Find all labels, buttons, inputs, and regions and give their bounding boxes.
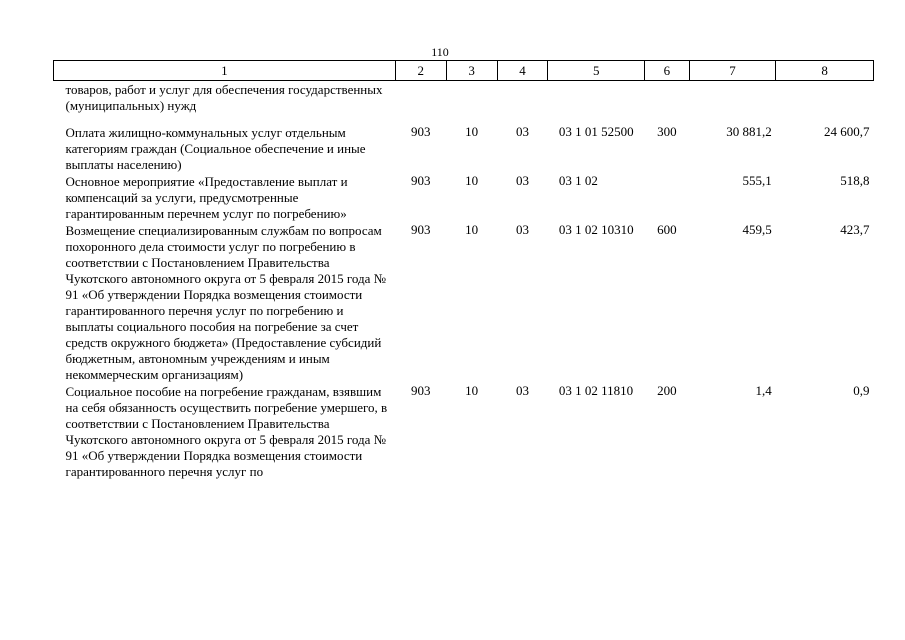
row-amount-1: 459,5 xyxy=(742,222,772,237)
row-name: товаров, работ и услуг для обеспечения государственных (муниципальных) нужд xyxy=(65,82,383,113)
row-amount-2: 518,8 xyxy=(840,173,870,188)
table-row xyxy=(54,383,874,480)
header-col-5: 5 xyxy=(548,61,645,81)
header-col-1: 1 xyxy=(54,61,396,81)
row-code-admin: 903 xyxy=(411,124,431,139)
row-amount-1: 555,1 xyxy=(742,173,772,188)
budget-table xyxy=(53,60,874,480)
table-row xyxy=(54,222,874,383)
row-name: Возмещение специализированным службам по вопросам похоронного дела стоимости услуг по погребению в соответствии с Постановлением Правительства Чукотского автономного округа от 5 февраля 2015 года № 91 «Об утверждении Порядка возмещения стоимости гарантированного перечня услуг по погребению и выплаты социального пособия на погребение за счет средств окружного бюджета» (Предоставление субсидий бюджетным, автономным учреждениям и иным некоммерческим организациям) xyxy=(65,223,387,382)
row-section: 10 xyxy=(465,173,479,188)
row-target-code: 03 1 02 10310 xyxy=(558,222,634,237)
header-col-3: 3 xyxy=(446,61,497,81)
row-amount-2: 423,7 xyxy=(840,222,870,237)
row-target-code: 03 1 01 52500 xyxy=(558,124,634,139)
row-section: 10 xyxy=(465,222,479,237)
row-target-code: 03 1 02 xyxy=(558,173,598,188)
table-row xyxy=(54,81,874,115)
row-code-admin: 903 xyxy=(411,222,431,237)
table-row xyxy=(54,124,874,173)
header-col-2: 2 xyxy=(395,61,446,81)
row-expense-type: 200 xyxy=(657,383,677,398)
row-expense-type xyxy=(645,81,690,115)
header-col-4: 4 xyxy=(497,61,548,81)
row-expense-type: 600 xyxy=(657,222,677,237)
row-name: Оплата жилищно-коммунальных услуг отдельным категориям граждан (Социальное обеспечение и иные выплаты населению) xyxy=(65,125,366,172)
row-amount-1: 30 881,2 xyxy=(726,124,772,139)
page-number: 110 xyxy=(431,45,449,59)
row-amount-1: 1,4 xyxy=(755,383,772,398)
row-amount-2: 0,9 xyxy=(853,383,870,398)
row-code-admin: 903 xyxy=(411,383,431,398)
row-expense-type xyxy=(645,173,690,222)
row-target-code xyxy=(548,81,645,115)
row-code-admin xyxy=(395,81,446,115)
row-amount-1 xyxy=(689,81,775,115)
header-col-7: 7 xyxy=(689,61,775,81)
row-spacer xyxy=(54,114,874,124)
row-name: Основное мероприятие «Предоставление выплат и компенсаций за услуги, предусмотренные гарантированным перечнем услуг по погребению» xyxy=(65,174,348,221)
header-col-6: 6 xyxy=(645,61,690,81)
row-amount-2 xyxy=(776,81,874,115)
table-row xyxy=(54,173,874,222)
row-section: 10 xyxy=(465,124,479,139)
row-subsection: 03 xyxy=(515,124,529,139)
row-name: Социальное пособие на погребение гражданам, взявшим на себя обязанность осуществить погребение умершего, в соответствии с Постановлением Правительства Чукотского автономного округа от 5 февраля 2015 года № 91 «Об утверждении Порядка возмещения стоимости гарантированного перечня услуг по xyxy=(65,384,388,479)
row-section: 10 xyxy=(465,383,479,398)
row-target-code: 03 1 02 11810 xyxy=(558,383,634,398)
row-subsection: 03 xyxy=(515,222,529,237)
row-amount-2: 24 600,7 xyxy=(824,124,870,139)
row-subsection xyxy=(497,81,548,115)
row-code-admin: 903 xyxy=(411,173,431,188)
row-subsection: 03 xyxy=(515,383,529,398)
row-section xyxy=(446,81,497,115)
row-subsection: 03 xyxy=(515,173,529,188)
row-expense-type: 300 xyxy=(657,124,677,139)
header-col-8: 8 xyxy=(776,61,874,81)
table-header-row xyxy=(54,61,874,81)
